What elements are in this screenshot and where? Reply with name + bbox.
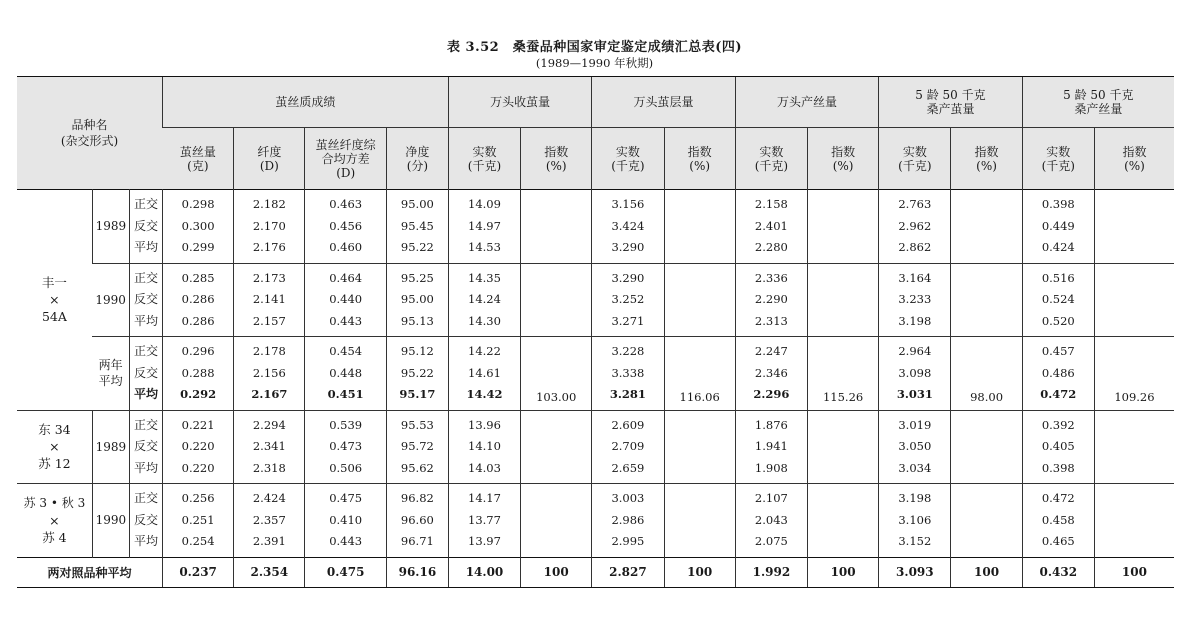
denier-cell: 2.182 2.170 2.176 (234, 190, 305, 264)
footer-label: 两对照品种平均 (17, 557, 163, 587)
cocoon-quality-header: 茧丝质成绩 (163, 77, 449, 128)
shou-jian-index-cell: 103.00 (521, 337, 592, 411)
actual-header: 实数 (千克) (592, 128, 664, 190)
chan-si-actual-cell: 2.336 2.290 2.313 (735, 263, 807, 337)
shou-jian-actual-cell: 14.35 14.24 14.30 (448, 263, 520, 337)
shou-jian-actual-cell: 14.09 14.97 14.53 (448, 190, 520, 264)
footer-value: 2.354 (234, 557, 305, 587)
neatness-cell: 95.53 95.72 95.62 (386, 410, 448, 484)
chan-si-index-cell: 115.26 (808, 337, 879, 411)
silk-amount-cell: 0.221 0.220 0.220 (163, 410, 234, 484)
age5-silk-index-cell (1094, 190, 1174, 264)
footer-value: 0.237 (163, 557, 234, 587)
age5-cocoon-header: 5 龄 50 千克 桑产茧量 (879, 77, 1022, 128)
silk-amount-header: 茧丝量 (克) (163, 128, 234, 190)
footer-value: 14.00 (448, 557, 520, 587)
denier-variance-cell: 0.454 0.448 0.451 (305, 337, 387, 411)
silk-amount-cell: 0.298 0.300 0.299 (163, 190, 234, 264)
age5-cocoon-index-cell (951, 190, 1022, 264)
table-row (17, 190, 1174, 264)
neatness-cell: 96.82 96.60 96.71 (386, 484, 448, 558)
year-cell: 两年 平均 (92, 337, 129, 411)
table-body (17, 190, 1174, 588)
table-row (17, 484, 1174, 558)
age5-cocoon-actual-cell: 3.164 3.233 3.198 (879, 263, 951, 337)
table-row (17, 337, 1174, 411)
neatness-cell: 95.00 95.45 95.22 (386, 190, 448, 264)
denier-header: 纤度 (D) (234, 128, 305, 190)
age5-silk-index-cell (1094, 263, 1174, 337)
silk-amount-cell: 0.256 0.251 0.254 (163, 484, 234, 558)
table-title: 表 3.52 桑蚕品种国家审定鉴定成绩汇总表(四) (447, 40, 742, 55)
index-header: 指数 (%) (808, 128, 879, 190)
age5-cocoon-index-cell (951, 263, 1022, 337)
denier-cell: 2.178 2.156 2.167 (234, 337, 305, 411)
chan-si-actual-cell: 2.158 2.401 2.280 (735, 190, 807, 264)
cross-type-cell: 正交 反交 平均 (129, 263, 162, 337)
age5-cocoon-index-cell (951, 410, 1022, 484)
jian-ceng-index-cell: 116.06 (664, 337, 735, 411)
footer-value: 0.432 (1022, 557, 1094, 587)
neatness-cell: 95.12 95.22 95.17 (386, 337, 448, 411)
denier-variance-cell: 0.463 0.456 0.460 (305, 190, 387, 264)
age5-silk-actual-cell: 0.392 0.405 0.398 (1022, 410, 1094, 484)
data-table (17, 76, 1174, 588)
footer-value: 100 (664, 557, 735, 587)
index-header: 指数 (%) (1094, 128, 1174, 190)
jian-ceng-actual-cell: 3.003 2.986 2.995 (592, 484, 664, 558)
age5-cocoon-actual-cell: 2.763 2.962 2.862 (879, 190, 951, 264)
neatness-header: 净度 (分) (386, 128, 448, 190)
cross-type-cell: 正交 反交 平均 (129, 337, 162, 411)
variety-name: 东 34 × 苏 12 (17, 410, 92, 484)
actual-header: 实数 (千克) (448, 128, 520, 190)
footer-value: 100 (808, 557, 879, 587)
shou-jian-actual-cell: 14.17 13.77 13.97 (448, 484, 520, 558)
variety-name: 苏 3 • 秋 3 × 苏 4 (17, 484, 92, 558)
neatness-cell: 95.25 95.00 95.13 (386, 263, 448, 337)
shou-jian-index-cell (521, 263, 592, 337)
index-header: 指数 (%) (521, 128, 592, 190)
chan-si-actual-cell: 1.876 1.941 1.908 (735, 410, 807, 484)
age5-silk-header: 5 龄 50 千克 桑产丝量 (1022, 77, 1174, 128)
denier-variance-cell: 0.475 0.410 0.443 (305, 484, 387, 558)
jian-ceng-index-cell (664, 190, 735, 264)
jian-ceng-index-cell (664, 263, 735, 337)
jian-ceng-index-cell (664, 484, 735, 558)
table-row (17, 410, 1174, 484)
shou-jian-index-cell (521, 190, 592, 264)
age5-silk-index-cell (1094, 484, 1174, 558)
variety-name: 丰一 × 54A (41, 275, 67, 325)
denier-cell: 2.173 2.141 2.157 (234, 263, 305, 337)
shou-jian-index-cell (521, 484, 592, 558)
chan-si-index-cell (808, 190, 879, 264)
denier-cell: 2.424 2.357 2.391 (234, 484, 305, 558)
year-cell: 1990 (92, 484, 129, 558)
silk-amount-cell: 0.296 0.288 0.292 (163, 337, 234, 411)
shou-jian-actual-cell: 14.22 14.61 14.42 (448, 337, 520, 411)
table-footer-row (17, 557, 1174, 587)
jian-ceng-actual-cell: 2.609 2.709 2.659 (592, 410, 664, 484)
age5-silk-actual-cell: 0.516 0.524 0.520 (1022, 263, 1094, 337)
table-subtitle: (1989—1990 年秋期) (535, 56, 654, 70)
chan-si-actual-cell: 2.107 2.043 2.075 (735, 484, 807, 558)
chan-si-index-cell (808, 410, 879, 484)
jian-ceng-index-cell (664, 410, 735, 484)
age5-cocoon-index-cell: 98.00 (951, 337, 1022, 411)
chan-si-index-cell (808, 263, 879, 337)
silk-amount-cell: 0.285 0.286 0.286 (163, 263, 234, 337)
cross-type-cell: 正交 反交 平均 (129, 190, 162, 264)
age5-cocoon-actual-cell: 3.019 3.050 3.034 (879, 410, 951, 484)
year-cell: 1989 (92, 190, 129, 264)
denier-variance-header: 茧丝纤度综 合均方差 (D) (305, 128, 387, 190)
jian-ceng-actual-cell: 3.290 3.252 3.271 (592, 263, 664, 337)
variety-header: 品种名 (杂交形式) (17, 77, 163, 190)
age5-silk-actual-cell: 0.472 0.458 0.465 (1022, 484, 1094, 558)
footer-value: 2.827 (592, 557, 664, 587)
footer-value: 3.093 (879, 557, 951, 587)
table-row (17, 263, 1174, 337)
actual-header: 实数 (千克) (735, 128, 807, 190)
footer-value: 100 (521, 557, 592, 587)
chan-si-index-cell (808, 484, 879, 558)
footer-value: 100 (951, 557, 1022, 587)
age5-silk-actual-cell: 0.398 0.449 0.424 (1022, 190, 1094, 264)
age5-cocoon-actual-cell: 2.964 3.098 3.031 (879, 337, 951, 411)
age5-silk-index-cell (1094, 410, 1174, 484)
denier-cell: 2.294 2.341 2.318 (234, 410, 305, 484)
footer-value: 0.475 (305, 557, 387, 587)
wan-tou-jian-ceng-header: 万头茧层量 (592, 77, 735, 128)
jian-ceng-actual-cell: 3.228 3.338 3.281 (592, 337, 664, 411)
footer-value: 100 (1094, 557, 1174, 587)
age5-silk-index-cell: 109.26 (1094, 337, 1174, 411)
cross-type-cell: 正交 反交 平均 (129, 410, 162, 484)
footer-value: 1.992 (735, 557, 807, 587)
cross-type-cell: 正交 反交 平均 (129, 484, 162, 558)
footer-value: 96.16 (386, 557, 448, 587)
age5-cocoon-index-cell (951, 484, 1022, 558)
shou-jian-index-cell (521, 410, 592, 484)
actual-header: 实数 (千克) (879, 128, 951, 190)
jian-ceng-actual-cell: 3.156 3.424 3.290 (592, 190, 664, 264)
chan-si-actual-cell: 2.247 2.346 2.296 (735, 337, 807, 411)
shou-jian-actual-cell: 13.96 14.10 14.03 (448, 410, 520, 484)
denier-variance-cell: 0.464 0.440 0.443 (305, 263, 387, 337)
age5-silk-actual-cell: 0.457 0.486 0.472 (1022, 337, 1094, 411)
actual-header: 实数 (千克) (1022, 128, 1094, 190)
wan-tou-chan-si-header: 万头产丝量 (735, 77, 878, 128)
denier-variance-cell: 0.539 0.473 0.506 (305, 410, 387, 484)
wan-tou-shou-jian-header: 万头收茧量 (448, 77, 591, 128)
age5-cocoon-actual-cell: 3.198 3.106 3.152 (879, 484, 951, 558)
index-header: 指数 (%) (664, 128, 735, 190)
index-header: 指数 (%) (951, 128, 1022, 190)
year-cell: 1989 (92, 410, 129, 484)
year-cell: 1990 (92, 263, 129, 337)
